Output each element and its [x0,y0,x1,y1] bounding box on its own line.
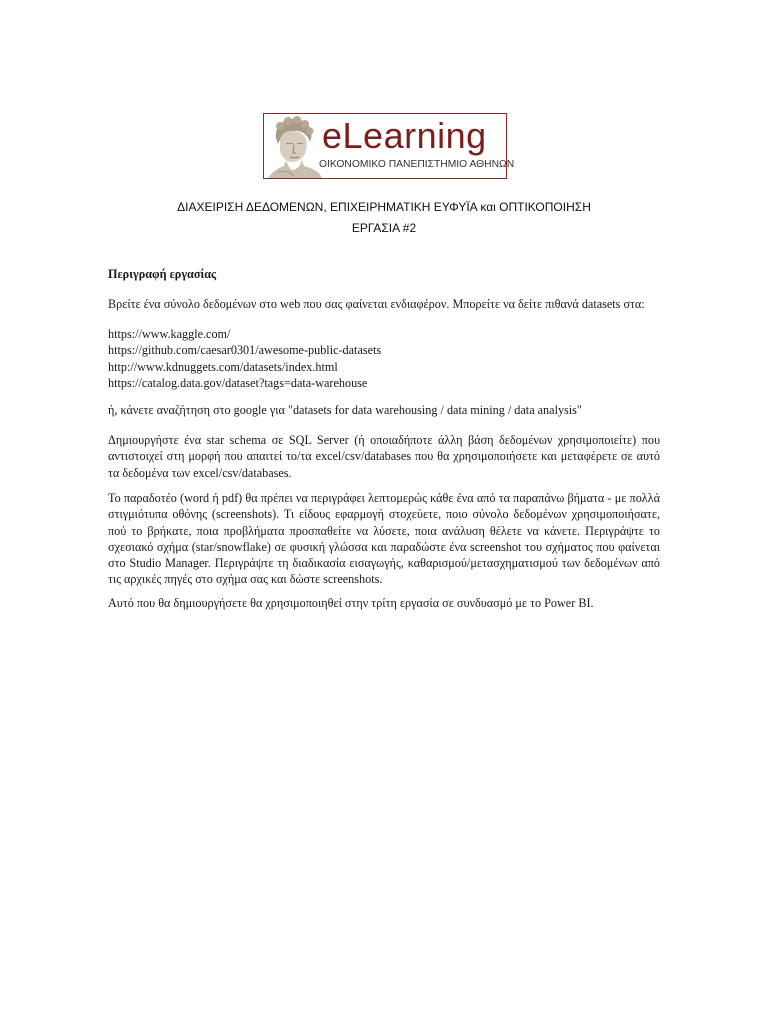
assignment-number: ΕΡΓΑΣΙΑ #2 [351,221,417,235]
document-title: ΔΙΑΧΕΙΡΙΣΗ ΔΕΔΟΜΕΝΩΝ, ΕΠΙΧΕΙΡΗΜΑΤΙΚΗ ΕΥΦΥΪΑ και ΟΠΤΙΚΟΠΟΙΗΣΗ [177,200,591,214]
hermes-bust-icon [264,114,324,178]
link-data-gov[interactable]: https://catalog.data.gov/dataset?tags=data-warehouse [108,375,368,390]
link-github[interactable]: https://github.com/caesar0301/awesome-public-datasets [108,343,382,358]
section-heading: Περιγραφή εργασίας [108,267,217,281]
link-kdnuggets[interactable]: http://www.kdnuggets.com/datasets/index.html [108,359,338,374]
logo-wordmark: eLearning [322,115,487,156]
intro-paragraph: Βρείτε ένα σύνολο δεδομένων στο web που σας φαίνεται ενδιαφέρον. Μπορείτε να δείτε πιθανά datasets στα: [108,297,645,311]
deliverable-paragraph: Το παραδοτέο (word ή pdf) θα πρέπει να περιγράφει λεπτομερώς κάθε ένα από τα παραπάνω βήματα - με πολλά στιγμιότυπα οθόνης (screenshots). Τι είδους εφαρμογή στοχεύετε, ποιο σύνολο δεδομένων χρησιμοποιήσατε, πού το βρήκατε, ποια προβλήματα προσπαθείτε να λύσετε, ποια ανάλυση θέλετε να κάνετε. Περιγράψτε το σχεσιακό σχήμα (star/snowflake) σε φυσική γλώσσα και παραδώστε ένα screenshot του σχήματος που φαίνεται στο Studio Manager. Περιγράψτε τη διαδικασία εισαγωγής, καθαρισμού/μετασχηματισμού των δεδομένων από τις αρχικές πηγές στο σχήμα σας και δώστε screenshots. [108,491,660,587]
dataset-links [108,326,660,391]
elearning-logo [263,113,515,179]
powerbi-paragraph: Αυτό που θα δημιουργήσετε θα χρησιμοποιηθεί στην τρίτη εργασία σε συνδυασμό με το Power BI. [108,596,594,610]
link-kaggle[interactable]: https://www.kaggle.com/ [108,327,231,341]
logo-subtitle: ΟΙΚΟΝΟΜΙΚΟ ΠΑΝΕΠΙΣΤΗΜΙΟ ΑΘΗΝΩΝ [319,159,515,170]
search-note: ή, κάνετε αναζήτηση στο google για "datasets for data warehousing / data mining / data analysis" [108,403,582,417]
star-schema-paragraph: Δημιουργήστε ένα star schema σε SQL Server (ή οποιαδήποτε άλλη βάση δεδομένων χρησιμοποιείτε) που αντιστοιχεί στη μορφή που απαιτεί το/τα excel/csv/databases που θα χρησιμοποιήσετε και μεταφέρετε σε αυτό τα δεδομένα των excel/csv/databases. [108,433,660,480]
